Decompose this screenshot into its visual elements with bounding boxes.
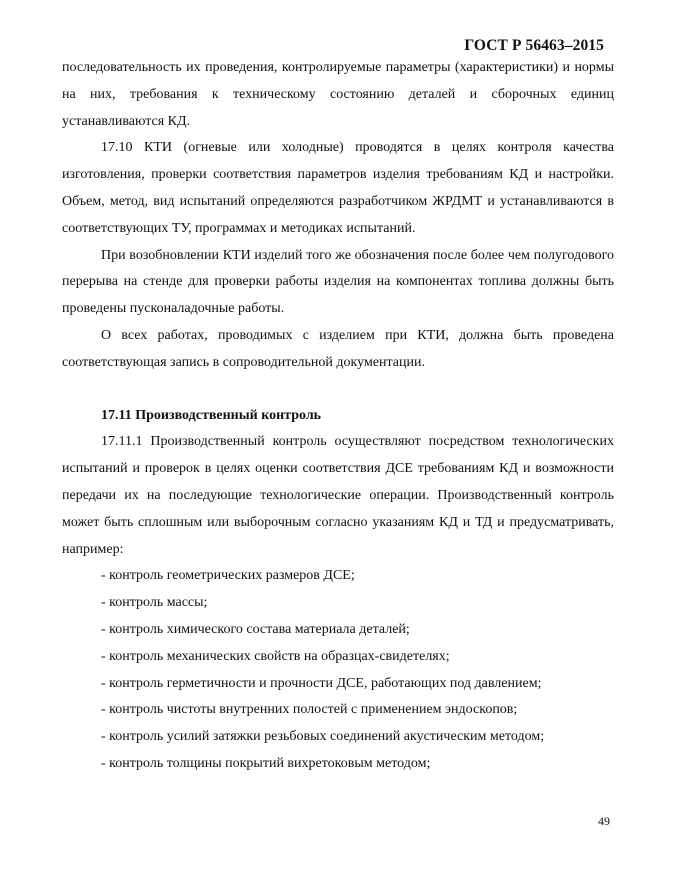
section-heading: 17.11 Производственный контроль (101, 407, 322, 423)
standard-code-header: ГОСТ Р 56463–2015 (464, 37, 604, 54)
list-item: - контроль герметичности и прочности ДСЕ, работающих под давлением; (101, 675, 542, 691)
list-item: - контроль механических свойств на образцах-свидетелях; (101, 648, 450, 664)
list-item: - контроль усилий затяжки резьбовых соединений акустическим методом; (101, 729, 545, 745)
list-item: - контроль химического состава материала деталей; (101, 621, 410, 637)
document-body (62, 55, 614, 778)
list-item: - контроль чистоты внутренних полостей с применением эндоскопов; (101, 702, 518, 718)
list-item: - контроль геометрических размеров ДСЕ; (101, 568, 355, 584)
paragraph-records: О всех работах, проводимых с изделием при КТИ, должна быть проведена соответствующая запись в сопроводительной документации. (62, 327, 614, 370)
paragraph-continuation: последовательность их проведения, контролируемые параметры (характеристики) и нормы на них, требования к техническому состоянию деталей и сборочных единиц устанавливаются КД. (62, 60, 614, 129)
list-item: - контроль толщины покрытий вихретоковым методом; (101, 755, 431, 771)
paragraph-17-10: 17.10 КТИ (огневые или холодные) проводятся в целях контроля качества изготовления, проверки соответствия параметров изделия требованиям КД и настройки. Объем, метод, вид испытаний определяются разработчиком ЖРДМТ и устанавливаются в соответствующих ТУ, программах и методиках испытаний. (62, 140, 614, 236)
page-number: 49 (598, 814, 610, 828)
paragraph-resumption: При возобновлении КТИ изделий того же обозначения после более чем полугодового перерыва на стенде для проверки работы изделия на компонентах топлива должны быть проведены пусконаладочные работы. (62, 247, 614, 317)
list-item: - контроль массы; (101, 595, 208, 611)
control-list (62, 563, 614, 777)
paragraph-17-11-1: 17.11.1 Производственный контроль осуществляют посредством технологических испытаний и проверок в целях оценки соответствия ДСЕ требованиям КД и возможности передачи их на последующие технологические операции. Производственный контроль может быть сплошным или выборочным согласно указаниям КД и ТД и предусматривать, например: (62, 434, 614, 557)
